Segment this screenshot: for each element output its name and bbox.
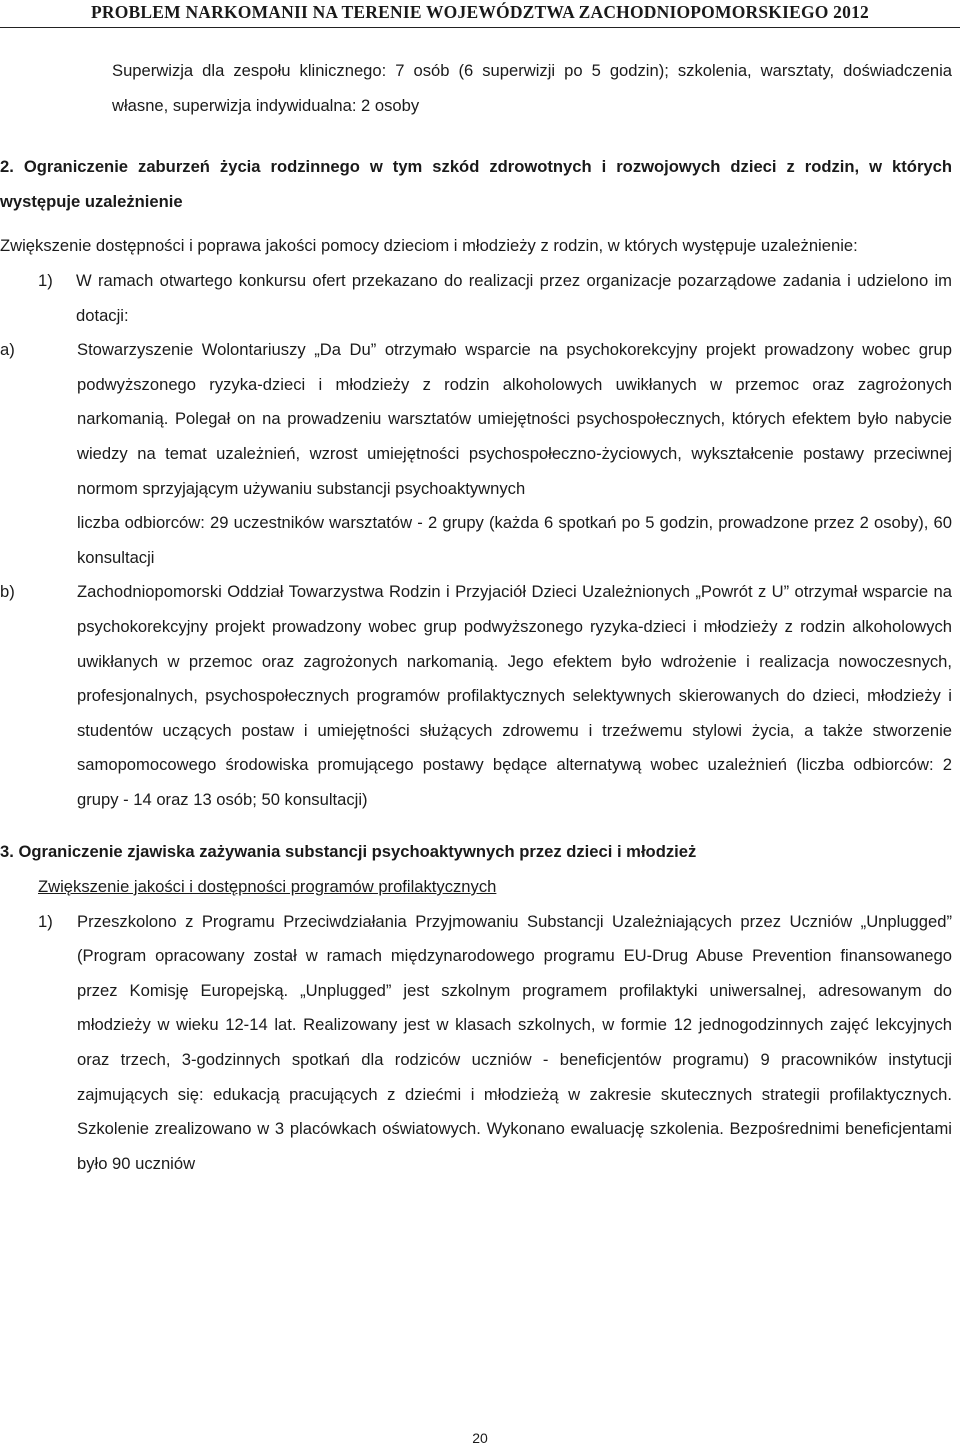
section-2-heading: 2. Ograniczenie zaburzeń życia rodzinnego w tym szkód zdrowotnych i rozwojowych dzieci z rodzin, w których występuje uzależnienie xyxy=(0,157,952,211)
item-text: Przeszkolono z Programu Przeciwdziałania Przyjmowaniu Substancji Uzależniających przez Uczniów „Unplugged” (Program opracowany został w ramach międzynarodowego programu EU-Drug Abuse Prevention finansowanego przez Komisję Europejską. „Unplugged” jest szkolnym programem profilaktyki uniwersalnej, adresowanym do młodzieży w wieku 12-14 lat. Realizowany jest w klasach szkolnych, w formie 12 jednogodzinnych zajęć lekcyjnych oraz trzech, 3-godzinnych spotkań dla rodziców uczniów - beneficjentów programu) 9 pracowników instytucji zajmujących się: edukacją pracujących z dziećmi i młodzieżą w zakresie skutecznych strategii profilaktycznych. Szkolenie zrealizowano w 3 placówkach oświatowych. Wykonano ewaluację szkolenia. Bezpośrednimi beneficjentami było 90 uczniów xyxy=(77,911,952,1173)
item-marker: 1) xyxy=(38,270,53,290)
page-header xyxy=(0,0,960,28)
document-title: PROBLEM NARKOMANII NA TERENIE WOJEWÓDZTWA ZACHODNIOPOMORSKIEGO 2012 xyxy=(91,2,869,22)
section-2-subheading-text: Zwiększenie dostępności i poprawa jakości pomocy dzieciom i młodzieży z rodzin, w których występuje uzależnienie: xyxy=(0,236,858,256)
section-3-item-1 xyxy=(38,905,952,1182)
section-2-item-a xyxy=(0,333,952,575)
page-number: 20 xyxy=(472,1430,488,1446)
item-text-group xyxy=(77,333,952,575)
item-text: W ramach otwartego konkursu ofert przekazano do realizacji przez organizacje pozarządowe zadania i udzielono im dotacji: xyxy=(76,270,952,325)
item-text: Stowarzyszenie Wolontariuszy „Da Du” otrzymało wsparcie na psychokorekcyjny projekt prowadzony wobec grup podwyższonego ryzyka-dzieci i młodzieży z rodzin alkoholowych uwikłanych w przemoc oraz zagrożonych narkomanią. Polegał on na prowadzeniu warsztatów umiejętności psychospołecznych, których efektem było nabycie wiedzy na temat uzależnień, wzrost umiejętności psychospołeczno-życiowych, wykształcenie postawy przeciwnej normom sprzyjającym używaniu substancji psychoaktywnych xyxy=(77,340,952,498)
item-text-recipients: liczba odbiorców: 29 uczestników warsztatów - 2 grupy (każda 6 spotkań po 5 godzin, prowadzone przez 2 osoby), 60 konsultacji xyxy=(77,513,952,567)
item-text: Zachodniopomorski Oddział Towarzystwa Rodzin i Przyjaciół Dzieci Uzależnionych „Powrót z U” otrzymał wsparcie na psychokorekcyjny projekt prowadzony wobec grup podwyższonego ryzyka-dzieci i młodzieży z rodzin alkoholowych uwikłanych w przemoc oraz zagrożonych narkomanią. Jego efektem było wdrożenie i realizacja nowoczesnych, profesjonalnych, psychospołecznych programów profilaktycznych selektywnych skierowanych do dzieci, młodzieży i studentów uczących postaw i umiejętności służących zdrowemu i trzeźwemu stylowi życia, a także stworzenie samopomocowego środowiska promującego postawy będące alternatywą wobec uzależnień (liczba odbiorców: 2 grupy - 14 oraz 13 osób; 50 konsultacji) xyxy=(77,582,952,809)
item-marker: b) xyxy=(0,582,15,602)
section-3-heading: 3. Ograniczenie zjawiska zażywania substancji psychoaktywnych przez dzieci i młodzież xyxy=(0,842,697,862)
section-2-subheading xyxy=(0,229,952,264)
section-2-item-1 xyxy=(38,264,952,333)
item-marker: a) xyxy=(0,340,15,360)
item-marker: 1) xyxy=(38,911,53,931)
document-body xyxy=(0,54,952,1181)
section-3-subheading xyxy=(38,870,952,905)
intro-paragraph: Superwizja dla zespołu klinicznego: 7 osób (6 superwizji po 5 godzin); szkolenia, warsztaty, doświadczenia własne, superwizja indywidualna: 2 osoby xyxy=(112,61,952,115)
section-3-subheading-text: Zwiększenie jakości i dostępności programów profilaktycznych xyxy=(38,877,497,897)
section-2-item-b xyxy=(0,575,952,817)
